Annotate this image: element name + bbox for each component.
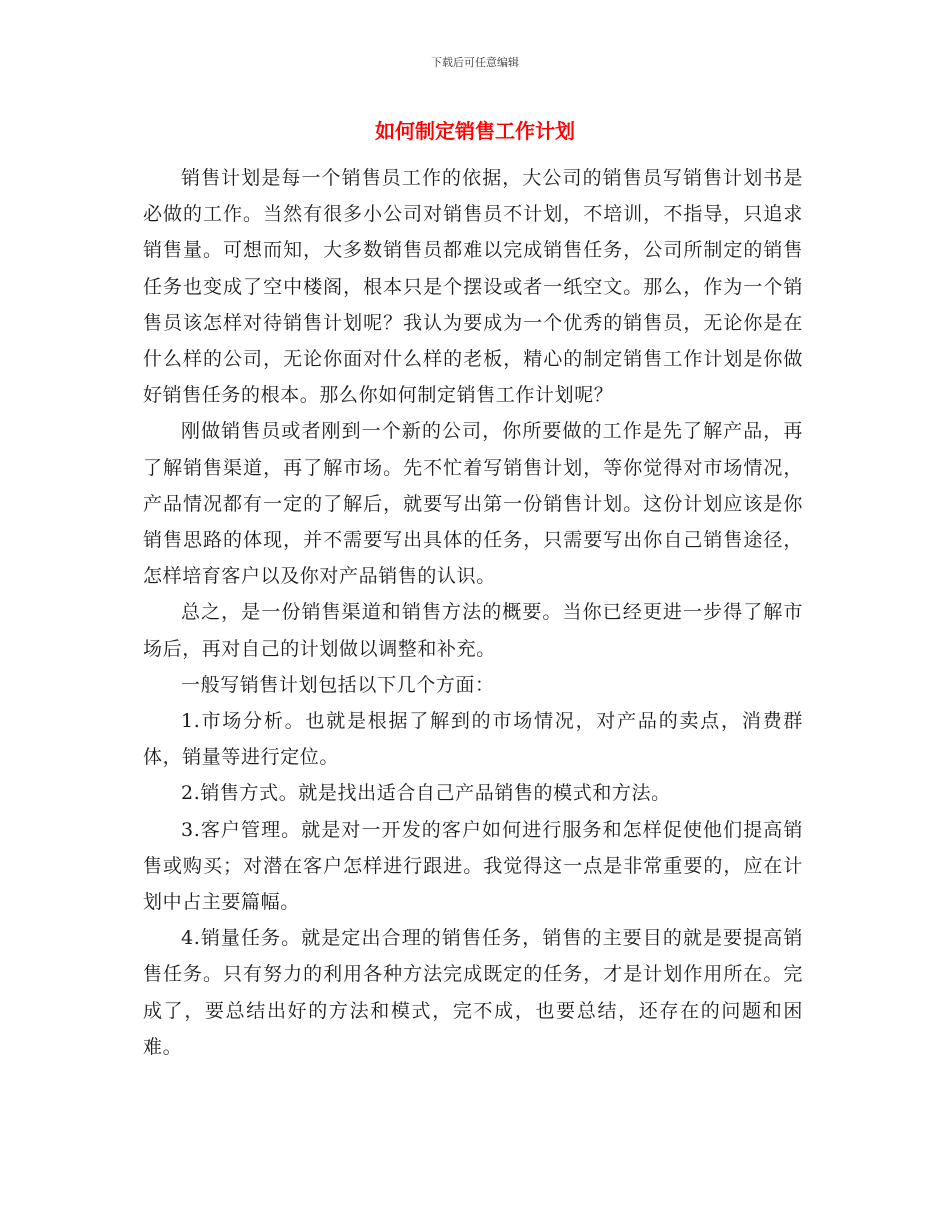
paragraph-intro: 销售计划是每一个销售员工作的依据，大公司的销售员写销售计划书是必做的工作。当然有很多小公司对销售员不计划，不培训，不指导，只追求销售量。可想而知，大多数销售员都难以完成销售任务，公司所制定的销售任务也变成了空中楼阁，根本只是个摆设或者一纸空文。那么，作为一个销售员该怎样对待销售计划呢？我认为要成为一个优秀的销售员，无论你是在什么样的公司，无论你面对什么样的老板，精心的制定销售工作计划是你做好销售任务的根本。那么你如何制定销售工作计划呢？ bbox=[143, 167, 803, 407]
paragraph-getting-started: 刚做销售员或者刚到一个新的公司，你所要做的工作是先了解产品，再了解销售渠道，再了解市场。先不忙着写销售计划，等你觉得对市场情况，产品情况都有一定的了解后，就要写出第一份销售计划。这份计划应该是你销售思路的体现，并不需要写出具体的任务，只需要写出你自己销售途径，怎样培育客户以及你对产品销售的认识。 bbox=[143, 420, 803, 588]
list-item-market-analysis: 1.市场分析。也就是根据了解到的市场情况，对产品的卖点，消费群体，销量等进行定位。 bbox=[143, 710, 803, 769]
list-item-sales-target: 4.销量任务。就是定出合理的销售任务，销售的主要目的就是要提高销售任务。只有努力的利用各种方法完成既定的任务，才是计划作用所在。完成了，要总结出好的方法和模式，完不成，也要总结，还存在的问题和困难。 bbox=[143, 927, 803, 1058]
header-note: 下载后可任意编辑 bbox=[431, 56, 519, 69]
paragraph-aspects-intro: 一般写销售计划包括以下几个方面： bbox=[181, 673, 495, 696]
document-title: 如何制定销售工作计划 bbox=[375, 119, 575, 143]
document-body bbox=[143, 160, 803, 1065]
list-item-customer-management: 3.客户管理。就是对一开发的客户如何进行服务和怎样促使他们提高销售或购买；对潜在客户怎样进行跟进。我觉得这一点是非常重要的，应在计划中占主要篇幅。 bbox=[143, 818, 803, 914]
paragraph-summary: 总之，是一份销售渠道和销售方法的概要。当你已经更进一步得了解市场后，再对自己的计划做以调整和补充。 bbox=[143, 601, 803, 660]
list-item-sales-method: 2.销售方式。就是找出适合自己产品销售的模式和方法。 bbox=[181, 782, 671, 805]
